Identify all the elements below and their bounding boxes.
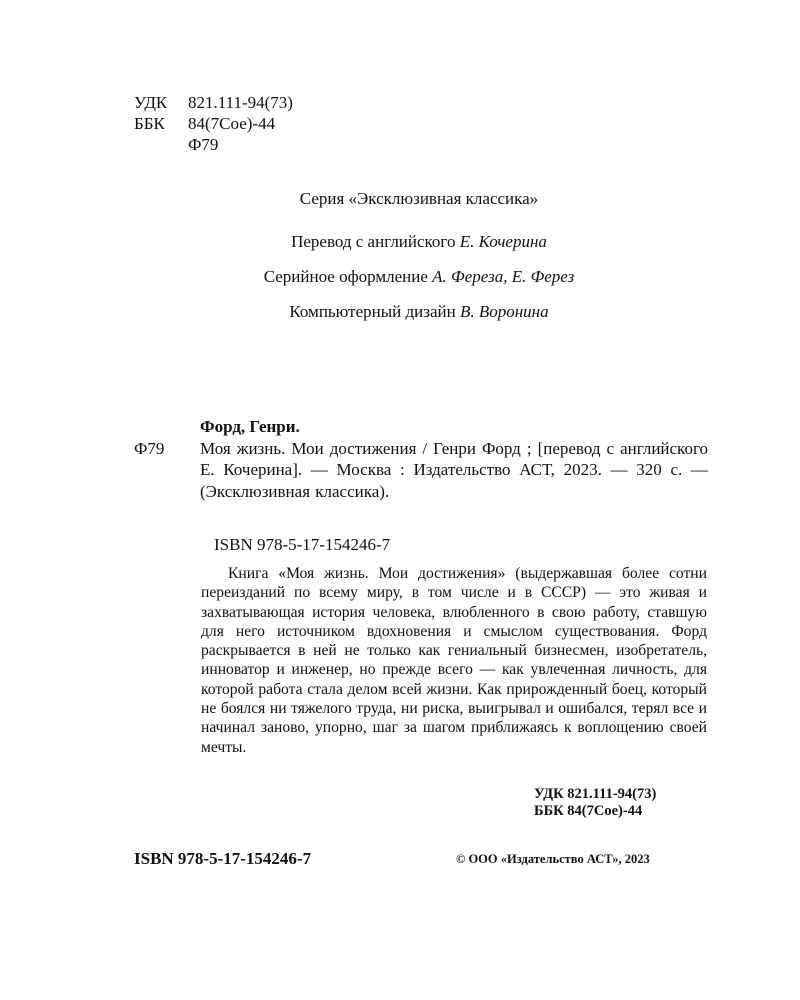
copyright-notice: © ООО «Издательство АСТ», 2023 — [456, 852, 650, 866]
series-line: Серия «Эксклюзивная классика» — [299, 189, 539, 208]
classification-footer — [534, 786, 656, 820]
isbn-line: ISBN 978-5-17-154246-7 — [214, 535, 391, 554]
design-prefix: Серийное оформление — [263, 267, 428, 286]
bbk-value: 84(7Сое)-44 — [188, 114, 276, 133]
udk-label: УДК — [134, 93, 168, 112]
annotation-paragraph: Книга «Моя жизнь. Мои достижения» (выдержавшая более сотни переизданий по всему миру, в том числе и в СССР) — это живая и захватывающая история человека, влюбленного в свою работу, ставшую для него источником вдохновения и смыслом существования. Форд раскрывается в ней не только как гениальный бизнесмен, изобретатель, инноватор и инженер, но прежде всего — как увлеченная личность, для которой работа стала делом всей жизни. Как прирожденный боец, который не боялся ни тяжелого труда, ни риска, выигрывал и ошибался, терял все и начинал заново, упорно, шаг за шагом приближаясь к воплощению своей мечты. — [201, 565, 707, 756]
author-heading: Форд, Генри. — [200, 417, 300, 436]
design-credit — [0, 267, 800, 287]
translation-prefix: Перевод с английского — [291, 232, 456, 251]
bbk-footer: ББК 84(7Сое)-44 — [534, 803, 643, 819]
bibliographic-record — [134, 416, 708, 502]
translator-name: Е. Кочерина — [459, 232, 547, 251]
bibliographic-entry: Моя жизнь. Мои достижения / Генри Форд ; [перевод с английского Е. Кочерина]. — Москва : Издательство АСТ, 2023. — 320 с. — (Эксклюзивная классика). — [200, 438, 708, 501]
classification-codes — [134, 92, 293, 155]
computer-design-prefix: Компьютерный дизайн — [289, 302, 456, 321]
designer-names: А. Фереза, Е. Ферез — [432, 267, 575, 286]
footer-isbn: ISBN 978-5-17-154246-7 — [134, 849, 312, 868]
author-mark: Ф79 — [188, 135, 219, 154]
udk-row — [134, 92, 293, 113]
computer-designer-name: В. Воронина — [459, 302, 549, 321]
translation-credit — [0, 232, 800, 252]
bbk-label: ББК — [134, 114, 165, 133]
author-mark-left: Ф79 — [134, 438, 165, 458]
computer-design-credit — [0, 302, 800, 322]
udk-footer: УДК 821.111-94(73) — [534, 786, 657, 802]
bbk-row — [134, 113, 293, 134]
udk-value: 821.111-94(73) — [188, 93, 293, 112]
